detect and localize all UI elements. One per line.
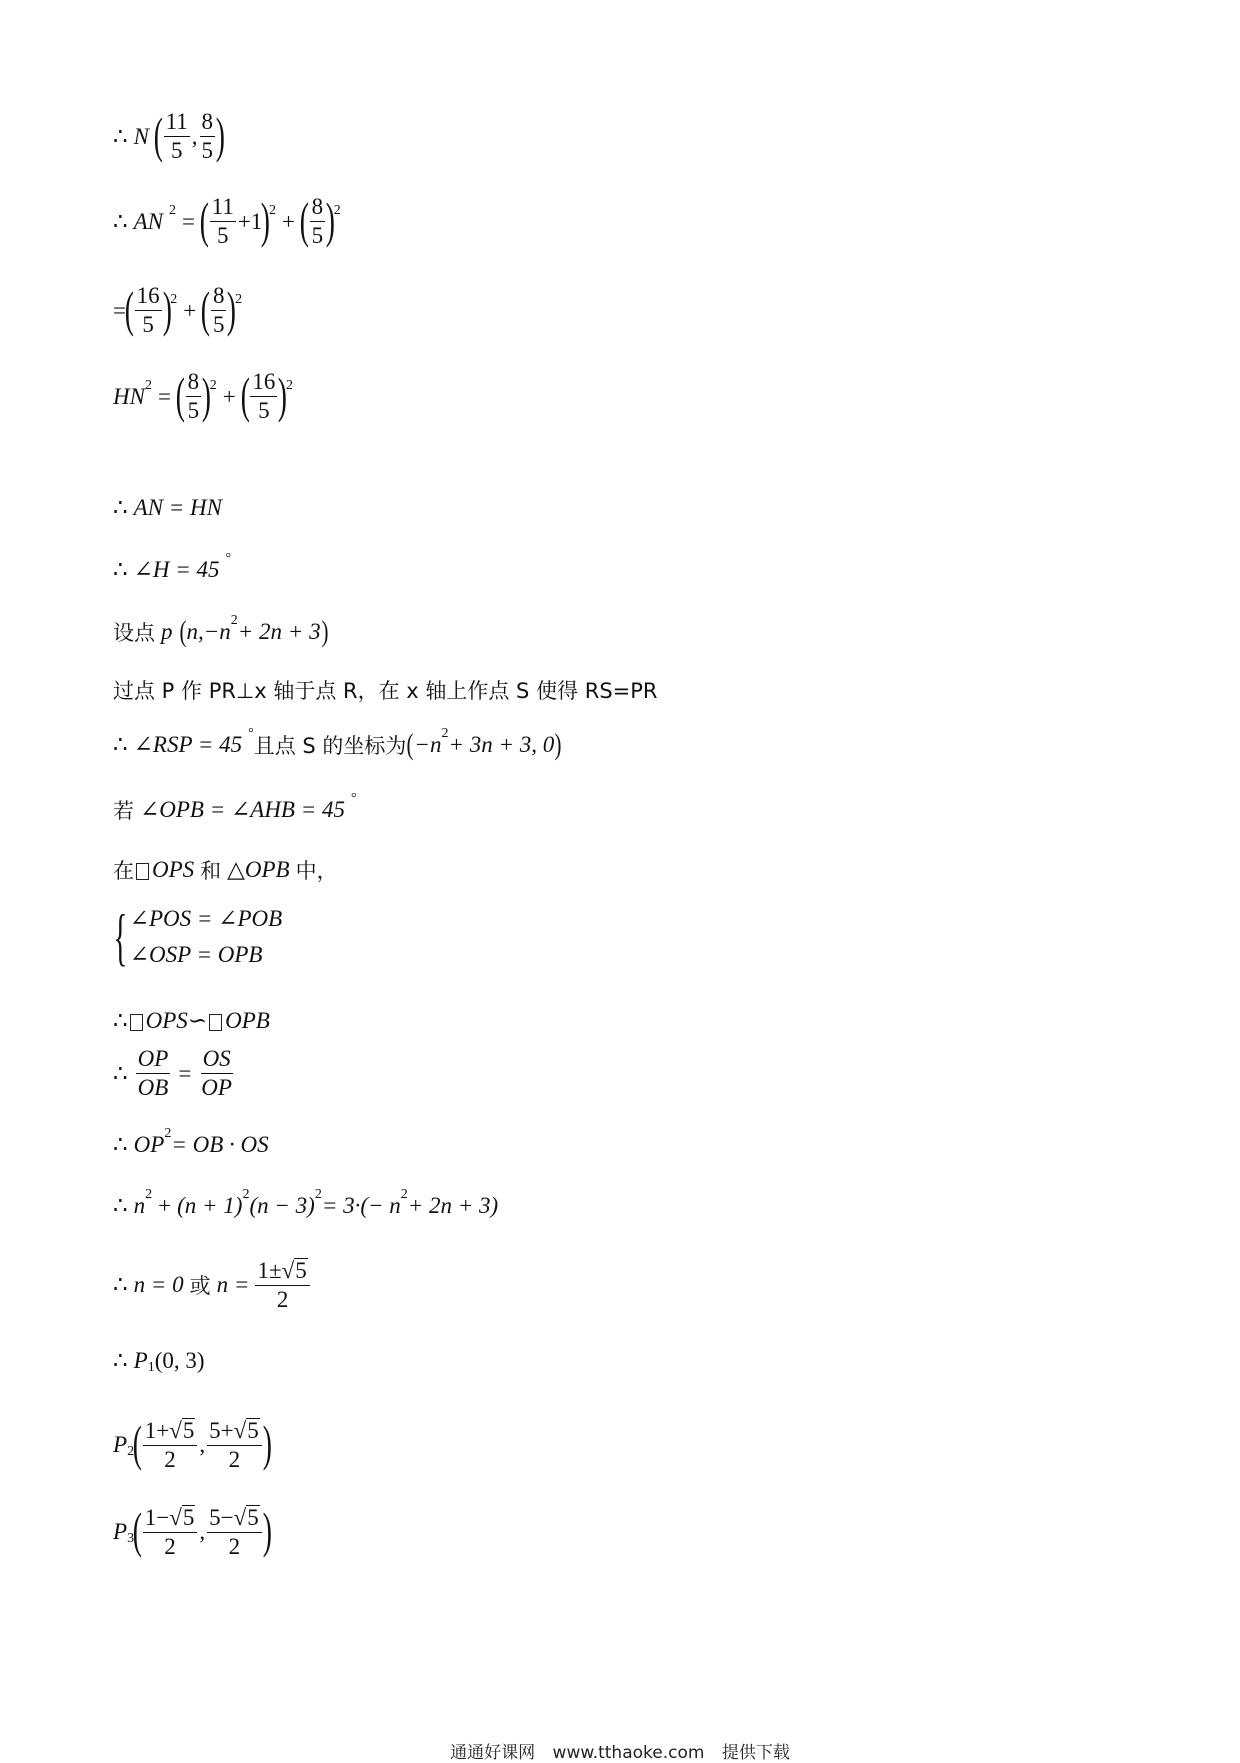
line-p2: P 2 ( 1+ √ 5 2 , 5+ √ 5 2 )	[113, 1415, 272, 1473]
line-ratio: ∴ $\frac{OP}{OB}$ = $\frac{OS}{OP}$	[113, 1046, 232, 1101]
fraction: $\frac{16}{5}$	[252, 369, 276, 424]
fraction: $\frac{11}{5}$	[211, 194, 234, 249]
line-set-point-p: 设点 p ( n,−n 2 + 2n + 3 )	[113, 613, 329, 648]
line-n-point: ∴ N ( $\frac{11}{5}$ , $\frac{8}{5}$ )	[113, 106, 225, 164]
triangle-placeholder-icon	[136, 863, 149, 880]
fraction: $\frac{8}{5}$	[212, 283, 225, 338]
line-system: { ∠POS = ∠POB ∠OSP = OPB	[113, 901, 283, 972]
brace-icon: {	[113, 901, 128, 972]
line-equation: ∴ n 2 + (n + 1) 2 (n − 3) 2 = 3·(− n 2 + 2n + 3)	[113, 1187, 499, 1218]
line-construction: 过点 P 作 PR⊥x 轴于点 R，在 x 轴上作点 S 使得 RS=PR	[113, 679, 658, 703]
fraction: 1− √ 5 2	[143, 1505, 198, 1559]
line-p1: ∴ P 1 (0, 3)	[113, 1348, 205, 1375]
footer-site: 通通好课网	[450, 1743, 536, 1763]
line-angle-h: ∴ ∠H = 45 °	[113, 551, 232, 582]
fraction: 1+ √ 5 2	[143, 1418, 198, 1472]
line-an-equals-hn: ∴ AN = HN	[113, 495, 223, 520]
fraction: $\frac{8}{5}$	[201, 109, 214, 164]
triangle-placeholder-icon	[209, 1014, 222, 1031]
page-footer	[0, 1738, 1240, 1763]
line-rsp-angle: ∴ ∠RSP = 45 ° 且点 S 的坐标为 ( −n 2 + 3n + 3, 0 )	[113, 726, 562, 761]
line-if-angle: 若 ∠OPB = ∠AHB = 45 °	[113, 791, 357, 823]
line-in-triangles: 在 OPS 和 △OPB 中，	[113, 857, 338, 883]
footer-url[interactable]: www.tthaoke.com	[552, 1743, 705, 1763]
line-hn-squared: HN 2 = ( $\frac{8}{5}$ ) 2 + ( $\frac{16}{5}$ ) 2	[113, 366, 294, 424]
point-n-label: N	[133, 123, 149, 149]
fraction: $\frac{OS}{OP}$	[201, 1046, 232, 1101]
fraction: $\frac{11}{5}$	[165, 109, 188, 164]
fraction: 5− √ 5 2	[207, 1505, 262, 1559]
fraction: $\frac{8}{5}$	[187, 369, 200, 424]
line-an-squared-simplified: = ( $\frac{16}{5}$ ) 2 + ( $\frac{8}{5}$ ) 2	[113, 280, 243, 338]
line-an-squared: ∴ AN 2 = ( $\frac{11}{5}$ +1 ) 2 + ( $\frac{8}{5}$ ) 2	[113, 191, 341, 249]
line-p3: P 3 ( 1− √ 5 2 , 5− √ 5 2 )	[113, 1502, 272, 1560]
fraction: 5+ √ 5 2	[207, 1418, 262, 1472]
line-op-squared: ∴ OP 2 = OB · OS	[113, 1126, 269, 1157]
fraction: $\frac{8}{5}$	[311, 194, 324, 249]
line-solution: ∴ n = 0 或 n = 1± √ 5 2	[113, 1258, 312, 1312]
fraction: 1± √ 5 2	[255, 1258, 309, 1312]
footer-note: 提供下载	[721, 1743, 790, 1763]
fraction: $\frac{OP}{OB}$	[137, 1046, 169, 1101]
line-similar: ∴ OPS ∽ OPB	[113, 1008, 270, 1033]
triangle-placeholder-icon	[130, 1014, 143, 1031]
fraction: $\frac{16}{5}$	[136, 283, 160, 338]
